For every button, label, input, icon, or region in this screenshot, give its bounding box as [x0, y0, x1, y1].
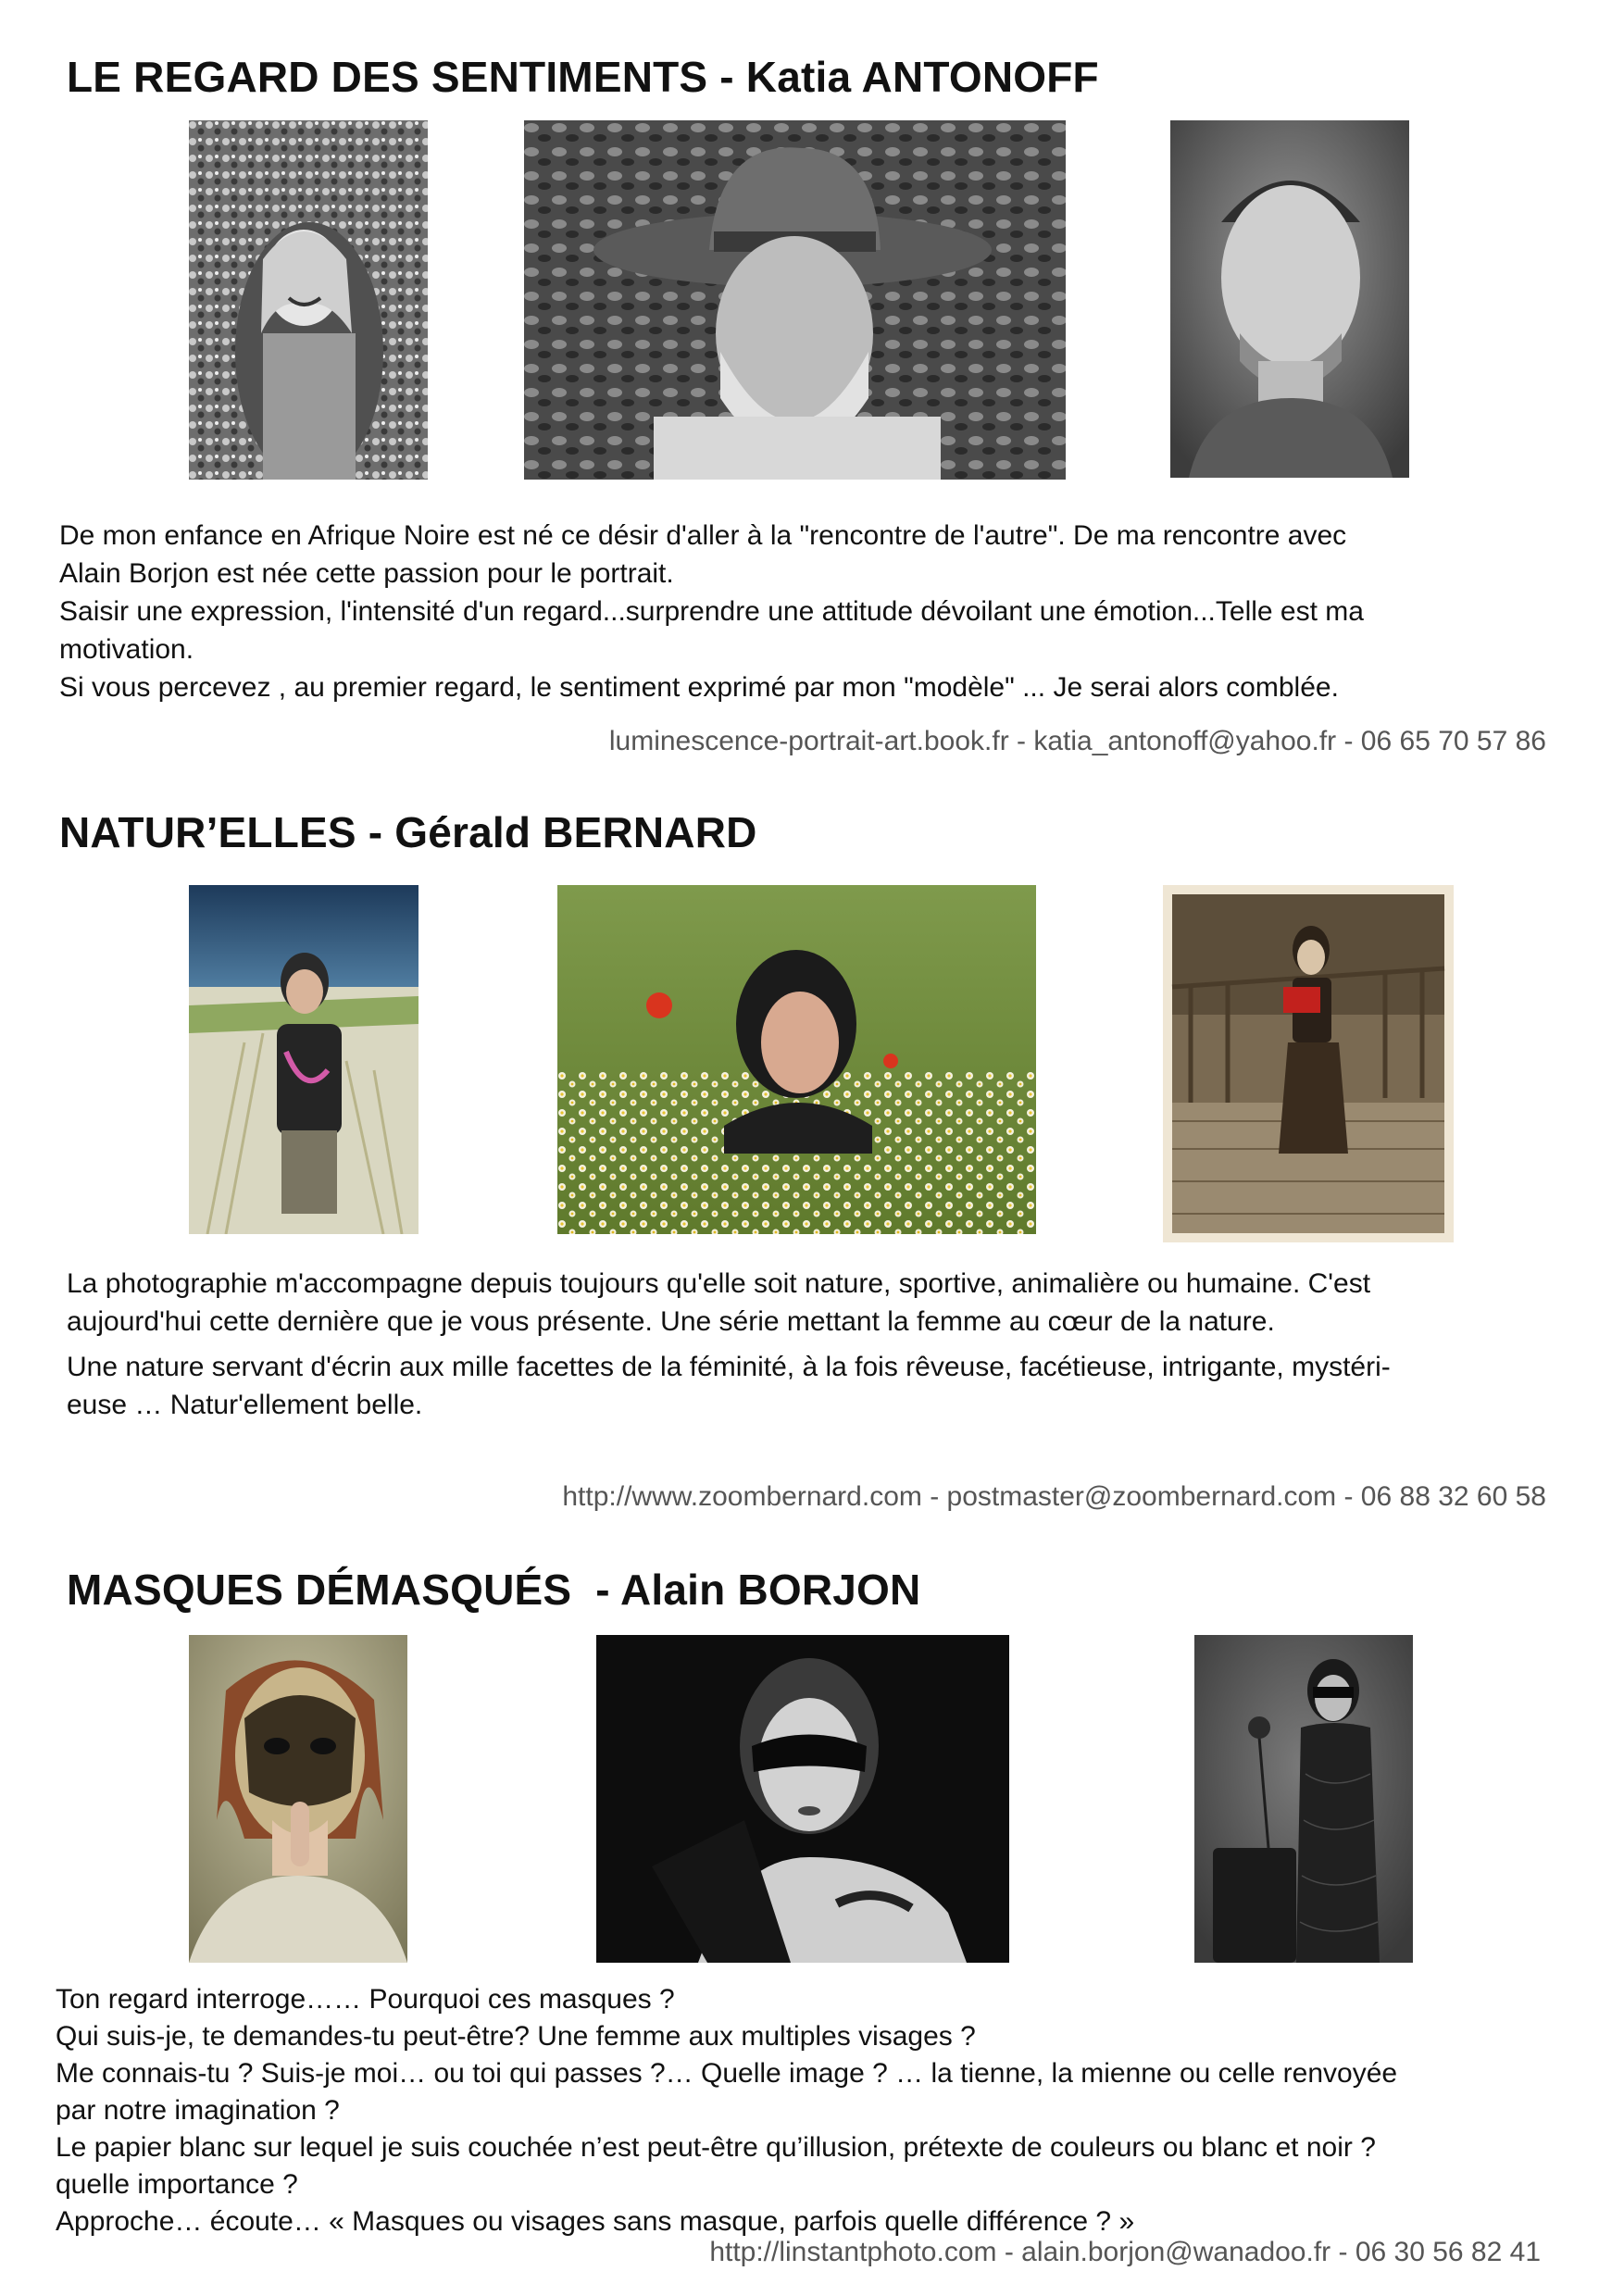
photo-woman-reading-deck: [1163, 885, 1454, 1242]
section-text-naturelles: [67, 1265, 1391, 1424]
contact-line-gerald-bernard: http://www.zoombernard.com - postmaster@zoombernard.com - 06 88 32 60 58: [562, 1481, 1546, 1512]
text-line: Qui suis-je, te demandes-tu peut-être? Une femme aux multiples visages ?: [56, 2021, 976, 2052]
photo-woman-venetian-mask: [189, 1635, 407, 1963]
photo-masked-woman-rose: [1194, 1635, 1413, 1963]
text-line: Si vous percevez , au premier regard, le sentiment exprimé par mon "modèle" ... Je serai alors comblée.: [59, 672, 1339, 703]
text-line: quelle importance ?: [56, 2169, 298, 2200]
text-line: Le papier blanc sur lequel je suis couchée n’est peut-être qu’illusion, prétexte de couleurs ou blanc et noir ?: [56, 2132, 1376, 2163]
text-line: Une nature servant d'écrin aux mille facettes de la féminité, à la fois rêveuse, facétieuse, intrigante, mystéri-: [67, 1352, 1391, 1382]
section-title-masques-demasques: MASQUES DÉMASQUÉS - Alain BORJON: [67, 1566, 921, 1614]
text-line: Alain Borjon est née cette passion pour le portrait.: [59, 558, 674, 589]
photo-woman-flower-meadow: [557, 885, 1036, 1234]
section-title-regard-des-sentiments: LE REGARD DES SENTIMENTS - Katia ANTONOFF: [67, 53, 1099, 101]
photo-smiling-woman-flowers: [189, 120, 428, 480]
photo-young-man-skeptical: [1170, 120, 1409, 478]
text-line: aujourd'hui cette dernière que je vous présente. Une série mettant la femme au cœur de la nature.: [67, 1306, 1275, 1337]
section-title-naturelles: NATUR’ELLES - Gérald BERNARD: [59, 808, 757, 856]
section-text-masques-demasques: [56, 1981, 1397, 2240]
photo-woman-wheat-field: [189, 885, 418, 1234]
text-line: De mon enfance en Afrique Noire est né ce désir d'aller à la "rencontre de l'autre". De ma rencontre avec: [59, 520, 1347, 551]
text-line: motivation.: [59, 634, 194, 665]
text-line: Saisir une expression, l'intensité d'un regard...surprendre une attitude dévoilant une émotion...Telle est ma: [59, 596, 1364, 627]
contact-line-alain-borjon: http://linstantphoto.com - alain.borjon@wanadoo.fr - 06 30 56 82 41: [709, 2237, 1541, 2267]
text-line: Me connais-tu ? Suis-je moi… ou toi qui passes ?… Quelle image ? … la tienne, la mienne ou celle renvoyée: [56, 2058, 1398, 2089]
contact-line-katia-antonoff: luminescence-portrait-art.book.fr - katia_antonoff@yahoo.fr - 06 65 70 57 86: [608, 726, 1546, 756]
text-line: par notre imagination ?: [56, 2095, 340, 2126]
section-text-regard-des-sentiments: [59, 517, 1364, 706]
text-line: Approche… écoute… « Masques ou visages sans masque, parfois quelle différence ? »: [56, 2206, 1135, 2237]
photo-woman-black-eye-mask: [596, 1635, 1009, 1963]
photo-bearded-man-hat: [524, 120, 1066, 480]
text-line: euse … Natur'ellement belle.: [67, 1390, 423, 1420]
text-line: La photographie m'accompagne depuis toujours qu'elle soit nature, sportive, animalière ou humaine. C'est: [67, 1268, 1371, 1299]
text-line: Ton regard interroge…… Pourquoi ces masques ?: [56, 1984, 675, 2015]
